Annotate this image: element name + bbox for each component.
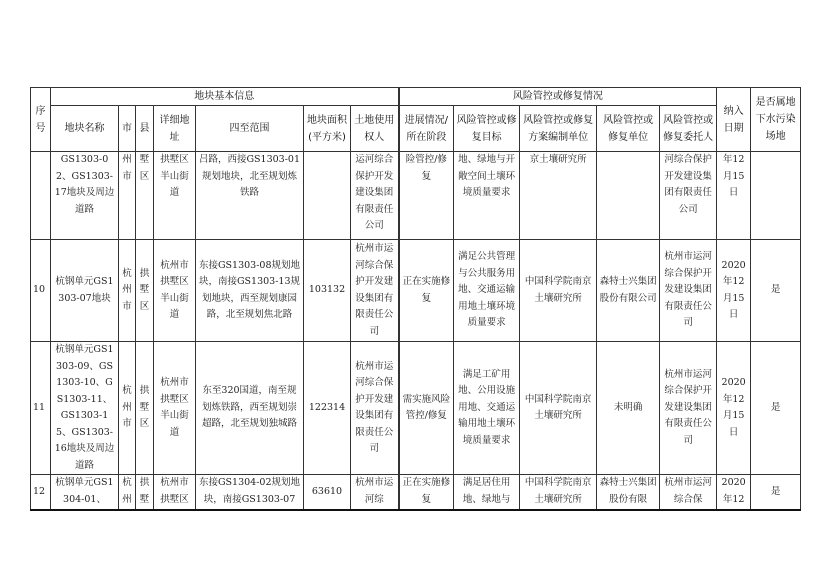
cell-target: 地、绿地与开敞空间土壤环境质量要求	[454, 152, 520, 240]
cell-date: 2020年12	[717, 475, 751, 510]
table-row	[31, 342, 801, 475]
header-repair-unit: 风险管控或修复单位	[597, 106, 660, 152]
cell-name: 杭钢单元GS1304-01、	[51, 475, 119, 510]
cell-name: 杭钢单元GS1303-07地块	[51, 240, 119, 342]
header-row-columns	[31, 106, 801, 152]
cell-target: 满足工矿用地、公用设施用地、交通运输用地土壤环境质量要求	[454, 342, 520, 475]
cell-city: 杭州	[119, 475, 136, 510]
cell-area: 103132	[304, 240, 351, 342]
cell-county: 拱墅区	[136, 240, 154, 342]
cell-city: 杭州市	[119, 240, 136, 342]
cell-address: 杭州市拱墅区半山街道	[154, 342, 196, 475]
cell-groundwater: 是	[751, 342, 801, 475]
cell-seq: 10	[31, 240, 51, 342]
cell-date: 2020年12月15日	[717, 342, 751, 475]
cell-bounds: 吕路，西接GS1303-01规划地块，北至规划炼铁路	[196, 152, 304, 240]
cell-progress: 需实施风险管控/修复	[399, 342, 454, 475]
header-plan-unit: 风险管控或修复方案编制单位	[520, 106, 597, 152]
cell-address: 拱墅区半山街道	[154, 152, 196, 240]
cell-groundwater	[751, 152, 801, 240]
cell-seq: 11	[31, 342, 51, 475]
contaminated-sites-table	[30, 87, 801, 511]
cell-repair-unit	[597, 152, 660, 240]
cell-client: 杭州市运河综合保	[660, 475, 717, 510]
header-county: 县	[136, 106, 154, 152]
header-target: 风险管控或修复目标	[454, 106, 520, 152]
header-address: 详细地址	[154, 106, 196, 152]
cell-area: 122314	[304, 342, 351, 475]
cell-repair-unit: 森特士兴集团股份有限公司	[597, 240, 660, 342]
header-group-basic: 地块基本信息	[51, 88, 399, 106]
header-area: 地块面积(平方米)	[304, 106, 351, 152]
cell-date: 年12月15日	[717, 152, 751, 240]
header-group-risk: 风险管控或修复情况	[399, 88, 717, 106]
cell-target: 满足居住用地、绿地与	[454, 475, 520, 510]
cell-plan-unit: 中国科学院南京土壤研究所	[520, 240, 597, 342]
header-row-groups	[31, 88, 801, 106]
cell-city: 杭州市	[119, 342, 136, 475]
cell-progress: 正在实施修复	[399, 240, 454, 342]
cell-groundwater: 是	[751, 240, 801, 342]
cell-owner: 运河综合保护开发建设集团有限责任公司	[351, 152, 399, 240]
cell-progress: 正在实施修复	[399, 475, 454, 510]
cell-name: GS1303-02、GS1303-17地块及周边道路	[51, 152, 119, 240]
header-name: 地块名称	[51, 106, 119, 152]
cell-date: 2020年12月15日	[717, 240, 751, 342]
cell-target: 满足公共管理与公共服务用地、交通运输用地土壤环境质量要求	[454, 240, 520, 342]
cell-client: 杭州市运河综合保护开发建设集团有限责任公司	[660, 342, 717, 475]
cell-repair-unit: 森特士兴集团股份有限	[597, 475, 660, 510]
cell-seq	[31, 152, 51, 240]
cell-bounds: 东接GS1304-02规划地块，南接GS1303-07	[196, 475, 304, 510]
cell-address: 杭州市拱墅区	[154, 475, 196, 510]
cell-progress: 险管控/修复	[399, 152, 454, 240]
cell-name: 杭钢单元GS1303-09、GS1303-10、GS1303-11、GS1303-15、GS1303-16地块及周边道路	[51, 342, 119, 475]
cell-owner: 杭州市运河综合保护开发建设集团有限责任公司	[351, 342, 399, 475]
cell-address: 杭州市拱墅区半山街道	[154, 240, 196, 342]
cell-owner: 杭州市运河综	[351, 475, 399, 510]
cell-county: 拱墅区	[136, 342, 154, 475]
cell-groundwater: 是	[751, 475, 801, 510]
table-row	[31, 475, 801, 510]
header-bounds: 四至范围	[196, 106, 304, 152]
header-owner: 土地使用权人	[351, 106, 399, 152]
cell-area: 63610	[304, 475, 351, 510]
cell-client: 河综合保护开发建设集团有限责任公司	[660, 152, 717, 240]
header-date: 纳入日期	[717, 88, 751, 152]
table-row	[31, 240, 801, 342]
header-client: 风险管控或修复委托人	[660, 106, 717, 152]
cell-county: 墅区	[136, 152, 154, 240]
header-city: 市	[119, 106, 136, 152]
cell-owner: 杭州市运河综合保护开发建设集团有限责任公司	[351, 240, 399, 342]
header-progress: 进展情况/所在阶段	[399, 106, 454, 152]
cell-client: 杭州市运河综合保护开发建设集团有限责任公司	[660, 240, 717, 342]
cell-area	[304, 152, 351, 240]
cell-seq: 12	[31, 475, 51, 510]
cell-bounds: 东至320国道，南至规划炼铁路，西至规划崇超路，北至规划独城路	[196, 342, 304, 475]
cell-repair-unit: 未明确	[597, 342, 660, 475]
header-groundwater: 是否属地下水污染场地	[751, 88, 801, 152]
cell-plan-unit: 京土壤研究所	[520, 152, 597, 240]
cell-county: 拱墅	[136, 475, 154, 510]
header-seq: 序号	[31, 88, 51, 152]
cell-city: 州市	[119, 152, 136, 240]
cell-plan-unit: 中国科学院南京土壤研究所	[520, 342, 597, 475]
cell-bounds: 东接GS1303-08规划地块，南接GS1303-13规划地块，西至规划康园路，北至规划焦北路	[196, 240, 304, 342]
table-row	[31, 152, 801, 240]
cell-plan-unit: 中国科学院南京土壤研究所	[520, 475, 597, 510]
